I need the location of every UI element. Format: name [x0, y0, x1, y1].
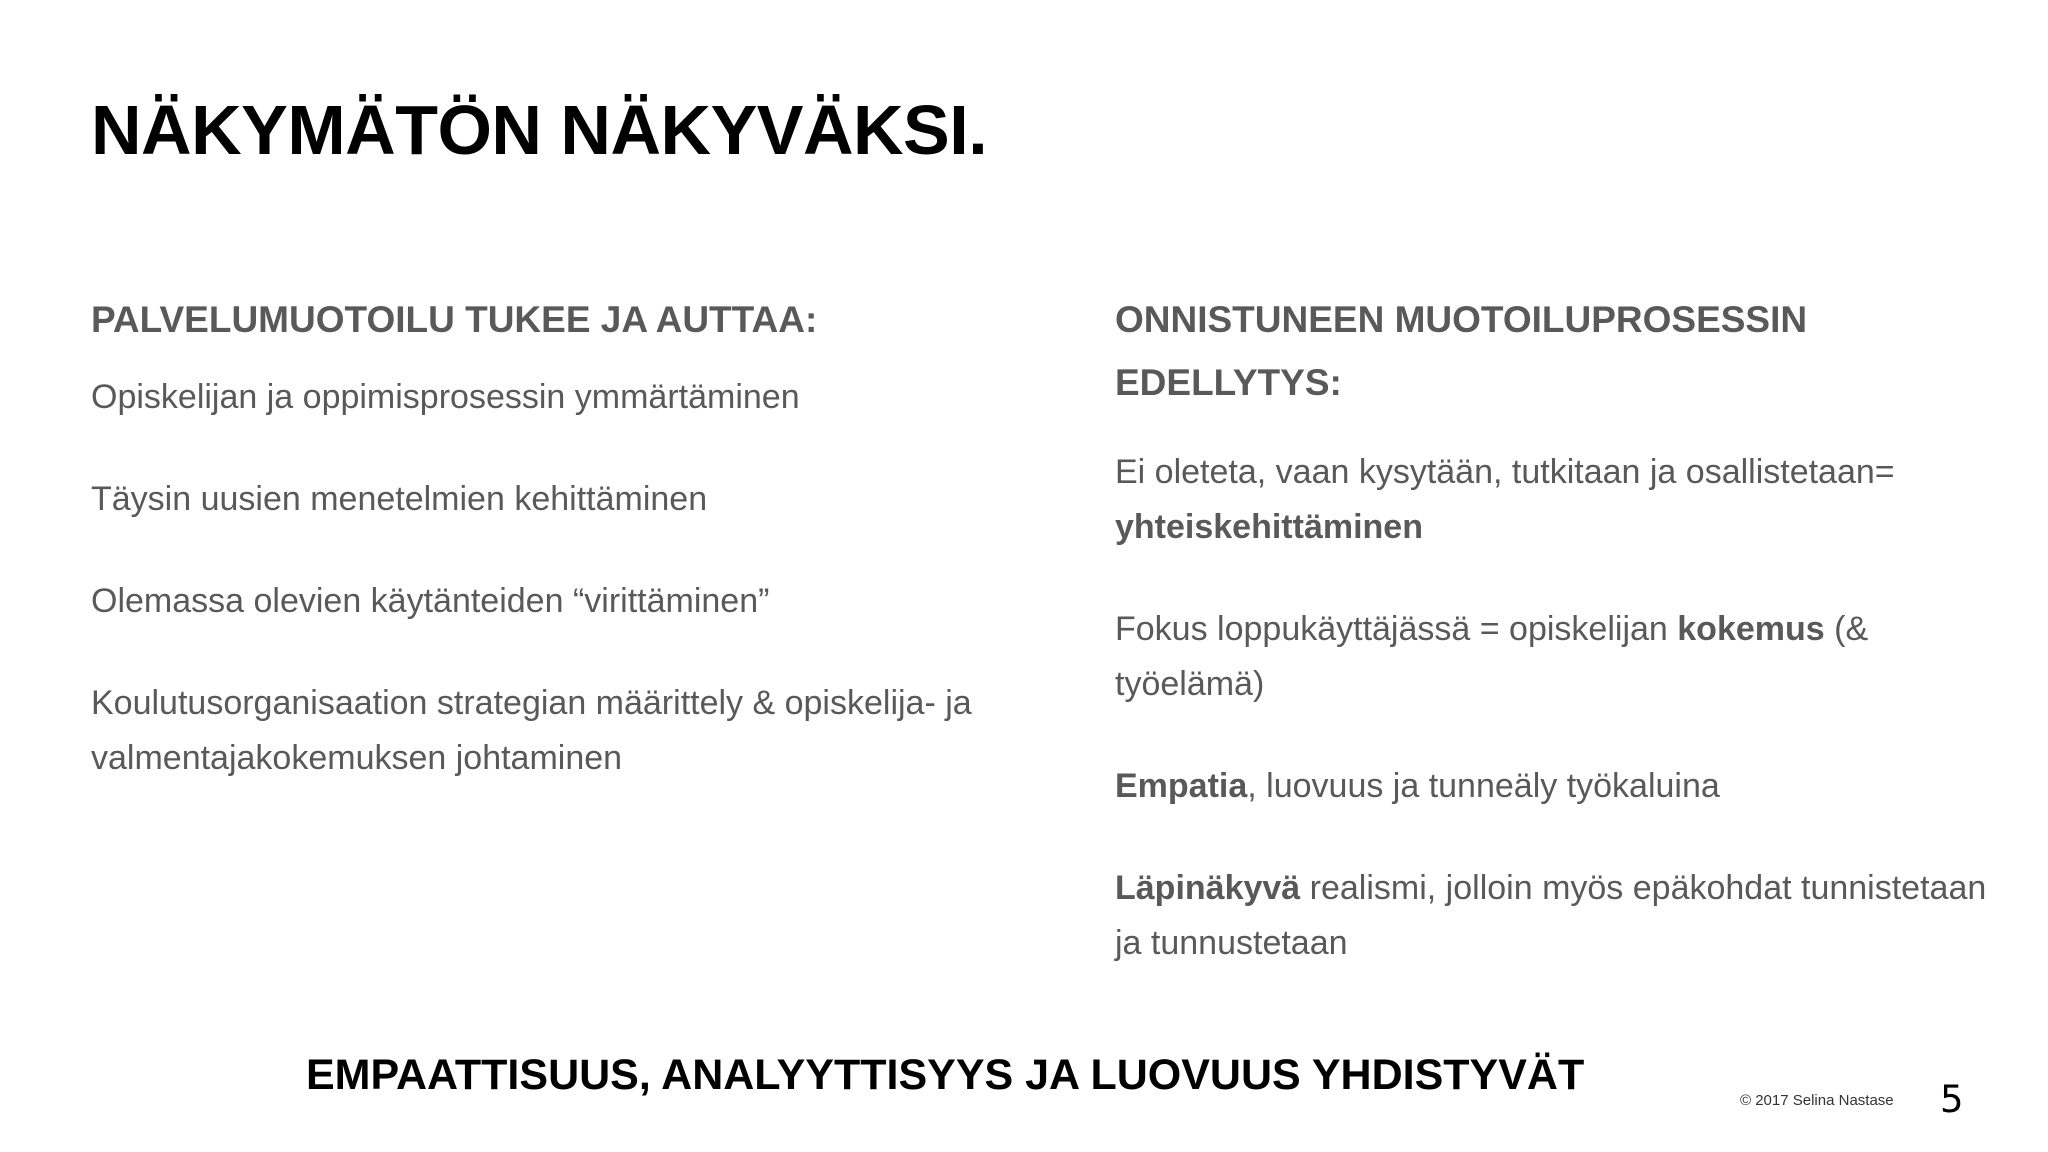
right-item-2 — [1115, 602, 2005, 712]
left-column-heading: PALVELUMUOTOILU TUKEE JA AUTTAA: — [91, 299, 818, 340]
right-item-3-after: , luovuus ja tunneäly työkaluina — [1247, 767, 1720, 805]
left-item-2: Täysin uusien menetelmien kehittäminen — [91, 480, 708, 518]
left-item-1: Opiskelijan ja oppimisprosessin ymmärtäminen — [91, 378, 800, 416]
right-item-1-bold: yhteiskehittäminen — [1115, 508, 1423, 546]
right-column — [1115, 288, 2005, 1018]
right-item-3 — [1115, 759, 2005, 814]
footer-slogan: EMPAATTISUUS, ANALYYTTISYYS JA LUOVUUS YHDISTYVÄT — [306, 1051, 1585, 1099]
right-item-2-bold: kokemus — [1677, 610, 1825, 648]
right-item-2-after: (& työelämä) — [1115, 610, 1869, 703]
left-column — [91, 288, 1011, 833]
right-item-4 — [1115, 861, 2005, 971]
right-item-2-before: Fokus loppukäyttäjässä = opiskelijan — [1115, 610, 1678, 648]
right-column-heading: ONNISTUNEEN MUOTOILUPROSESSIN EDELLYTYS: — [1115, 299, 1808, 403]
right-item-4-after: realismi, jolloin myös epäkohdat tunnistetaan ja tunnustetaan — [1115, 869, 1987, 962]
left-item-3: Olemassa olevien käytänteiden “virittäminen” — [91, 582, 770, 620]
right-item-1-text: Ei oleteta, vaan kysytään, tutkitaan ja osallistetaan= — [1115, 453, 1895, 491]
right-item-3-bold: Empatia — [1115, 767, 1248, 805]
right-item-4-bold: Läpinäkyvä — [1115, 869, 1301, 907]
copyright-notice: © 2017 Selina Nastase — [1740, 1092, 1894, 1109]
page-number: 5 — [1940, 1078, 1964, 1121]
slide-title: NÄKYMÄTÖN NÄKYVÄKSI. — [91, 91, 988, 169]
right-item-1 — [1115, 445, 2005, 555]
left-item-4: Koulutusorganisaation strategian määrittely & opiskelija- ja valmentajakokemuksen johtaminen — [91, 684, 972, 777]
